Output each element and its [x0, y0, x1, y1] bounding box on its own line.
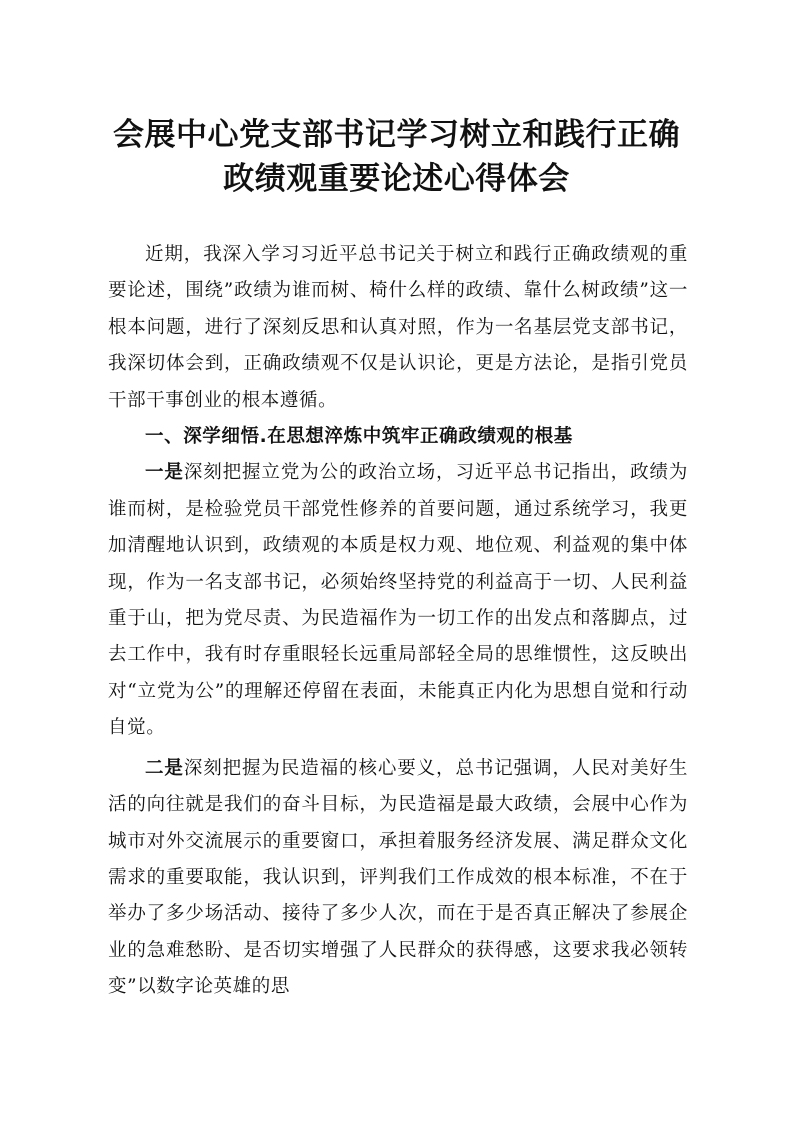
- document-body: [108, 237, 688, 1006]
- document-title-line-1: 会展中心党支部书记学习树立和践行正确: [113, 117, 680, 153]
- intro-paragraph: 近期，我深入学习习近平总书记关于树立和践行正确政绩观的重要论述，围绕”政绩为谁而树、椅什么样的政绩、靠什么树政绩”这一根本问题，进行了深刻反思和认真对照，作为一名基层党支部书记，我深切体会到，正确政绩观不仅是认识论，更是方法论，是指引党员干部干事创业的根本遵循。: [108, 244, 688, 411]
- point-1-paragraph: [108, 455, 688, 746]
- document-title-line-2: 政绩观重要论述心得体会: [223, 161, 570, 197]
- point-2-lead: 二是: [145, 757, 184, 779]
- point-1-text: 深刻把握立党为公的政治立场，习近平总书记指出，政绩为谁而树，是检验党员干部党性修养的首要问题，通过系统学习，我更加清醒地认识到，政绩观的本质是权力观、地位观、利益观的集中体现，作为一名支部书记，必须始终坚持党的利益高于一切、人民利益重于山，把为党尽责、为民造福作为一切工作的出发点和落脚点，过去工作中，我有时存重眼轻长远重局部轻全局的思维惯性，这反映出对“立党为公”的理解还停留在表面，未能真正内化为思想自觉和行动自觉。: [108, 462, 688, 739]
- point-2-paragraph: [108, 751, 688, 1006]
- point-2-text: 深刻把握为民造福的核心要义，总书记强调，人民对美好生活的向往就是我们的奋斗目标，为民造福是最大政绩，会展中心作为城市对外交流展示的重要窗口，承担着服务经济发展、满足群众文化需求的重要取能，我认识到，评判我们工作成效的根本标准，不在于举办了多少场活动、接待了多少人次，而在于是否真正解决了参展企业的急难愁盼、是否切实增强了人民群众的获得感，这要求我必领转变”以数字论英雄的思: [108, 757, 688, 998]
- section-1-heading: 一、深学细悟.在思想淬炼中筑牢正确政绩观的根基: [145, 426, 573, 448]
- point-1-lead: 一是: [145, 462, 184, 484]
